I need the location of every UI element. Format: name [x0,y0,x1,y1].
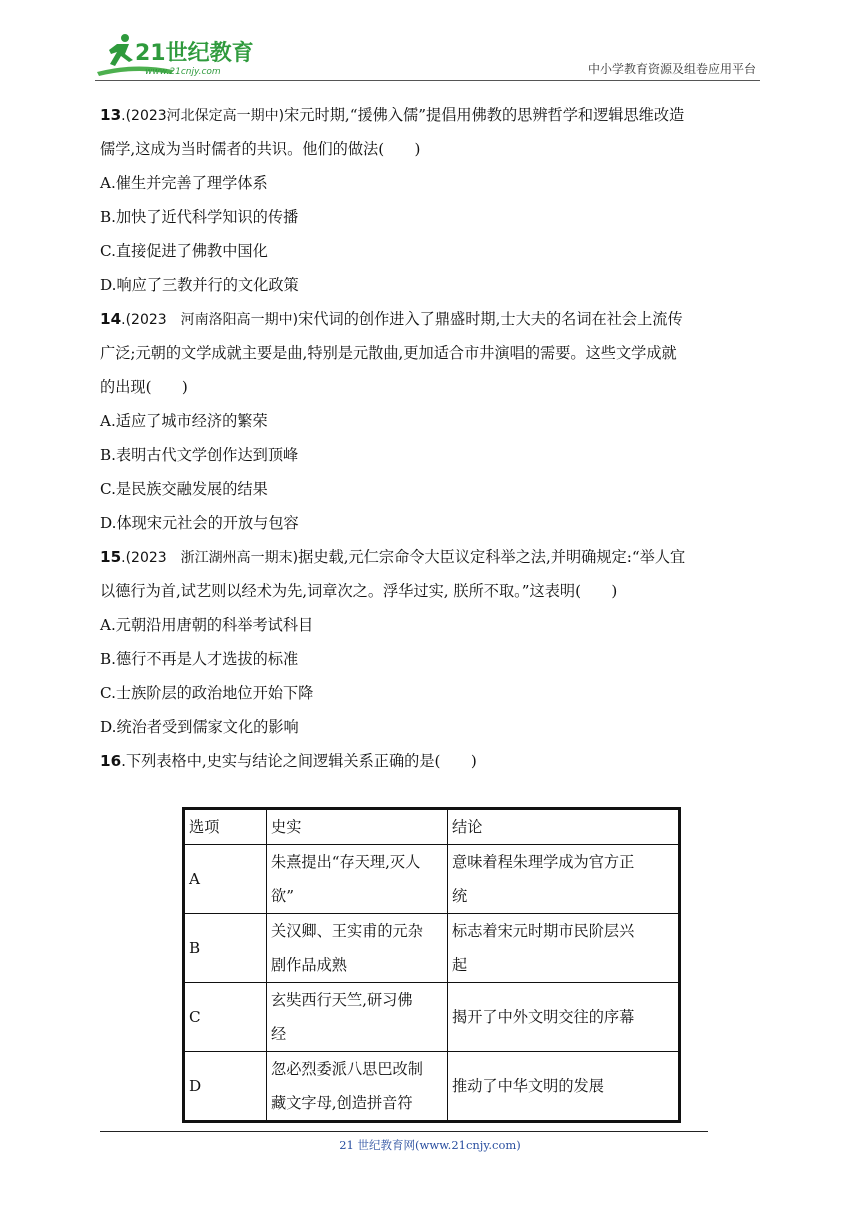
conclusion-cell [448,914,680,983]
table-header-row [184,809,680,845]
conclusion-line: 标志着宋元时期市民阶层兴 [452,922,635,940]
table-header-cell: 史实 [267,809,448,845]
q13-option-c: C.直接促进了佛教中国化 [100,242,268,260]
q16-number: 16 [100,752,122,770]
table-header-cell: 结论 [448,809,680,845]
q15-stem-2: 以德行为首,试艺则以经术为先,词章次之。浮华过实, 朕所不取。”这表明( ) [100,582,618,600]
logo-text: 21世纪教育 [135,41,254,66]
table-header-cell: 选项 [184,809,267,845]
option-cell: B [184,914,267,983]
q14-option-a: A.适应了城市经济的繁荣 [100,412,268,430]
fact-line: 朱熹提出“存天理,灭人 [271,853,421,871]
q14-stem-2: 广泛;元朝的文学成就主要是曲,特别是元散曲,更加适合市井演唱的需要。这些文学成就 [100,344,677,362]
q15-number: 15 [100,548,122,566]
fact-line: 关汉卿、王实甫的元杂 [271,922,423,940]
table-row [184,1052,680,1122]
q15-option-b: B.德行不再是人才选拔的标准 [100,650,299,668]
footer-divider [100,1131,708,1132]
q14-stem-3: 的出现( ) [100,378,188,396]
comparison-table [182,807,681,1123]
q14-option-c: C.是民族交融发展的结果 [100,480,268,498]
q13-option-a: A.催生并完善了理学体系 [100,174,268,192]
fact-cell [267,914,448,983]
conclusion-line: 起 [452,956,468,974]
q13-number: 13 [100,106,122,124]
conclusion-line: 意味着程朱理学成为官方正 [452,853,635,871]
q16-line-1 [100,751,477,771]
q14-option-d: D.体现宋元社会的开放与包容 [100,514,299,532]
conclusion-cell [448,983,680,1052]
option-cell: C [184,983,267,1052]
table-row [184,914,680,983]
platform-name: 中小学教育资源及组卷应用平台 [587,62,756,76]
conclusion-line: 揭开了中外文明交往的序幕 [452,1008,635,1026]
fact-line: 玄奘西行天竺,研习佛 [271,991,413,1009]
q14-option-b: B.表明古代文学创作达到顶峰 [100,446,299,464]
q15-line-1 [100,547,685,568]
logo-url: www.21cnjy.com [145,67,221,77]
table-row [184,845,680,914]
conclusion-cell [448,845,680,914]
fact-cell [267,1052,448,1122]
q15-source: .(2023 浙江湖州高一期末) [121,550,299,566]
q16-stem-1: .下列表格中,史实与结论之间逻辑关系正确的是( ) [121,752,477,770]
21cnjy-logo [95,32,260,78]
option-cell: D [184,1052,267,1122]
q14-stem-1: 宋代词的创作进入了鼎盛时期,士大夫的名词在社会上流传 [298,310,683,328]
q15-option-d: D.统治者受到儒家文化的影响 [100,718,299,736]
footer-text: 21 世纪教育网(www.21cnjy.com) [339,1138,521,1152]
fact-line: 经 [271,1025,287,1043]
conclusion-line: 统 [452,887,468,905]
fact-line: 藏文字母,创造拼音符 [271,1094,413,1112]
fact-line: 欲” [271,887,294,905]
conclusion-line: 推动了中华文明的发展 [452,1077,604,1095]
conclusion-cell [448,1052,680,1122]
fact-cell [267,845,448,914]
q15-option-a: A.元朝沿用唐朝的科举考试科目 [100,616,314,634]
option-cell: A [184,845,267,914]
q14-line-1 [100,309,683,330]
fact-cell [267,983,448,1052]
q13-stem-2: 儒学,这成为当时儒者的共识。他们的做法( ) [100,140,421,158]
q14-source: .(2023 河南洛阳高一期中) [121,312,299,328]
q13-source: .(2023河北保定高一期中) [121,108,285,124]
q13-option-b: B.加快了近代科学知识的传播 [100,208,299,226]
q13-line-1 [100,105,684,126]
q15-stem-1: 据史载,元仁宗命令大臣议定科举之法,并明确规定:“举人宜 [298,548,686,566]
q13-option-d: D.响应了三教并行的文化政策 [100,276,299,294]
q13-stem-1: 宋元时期,“援佛入儒”提倡用佛教的思辨哲学和逻辑思维改造 [284,106,685,124]
table-row [184,983,680,1052]
fact-line: 剧作品成熟 [271,956,347,974]
page-header [95,32,760,82]
q14-number: 14 [100,310,122,328]
q15-option-c: C.士族阶层的政治地位开始下降 [100,684,314,702]
header-divider [95,80,760,81]
fact-line: 忽必烈委派八思巴改制 [271,1060,423,1078]
